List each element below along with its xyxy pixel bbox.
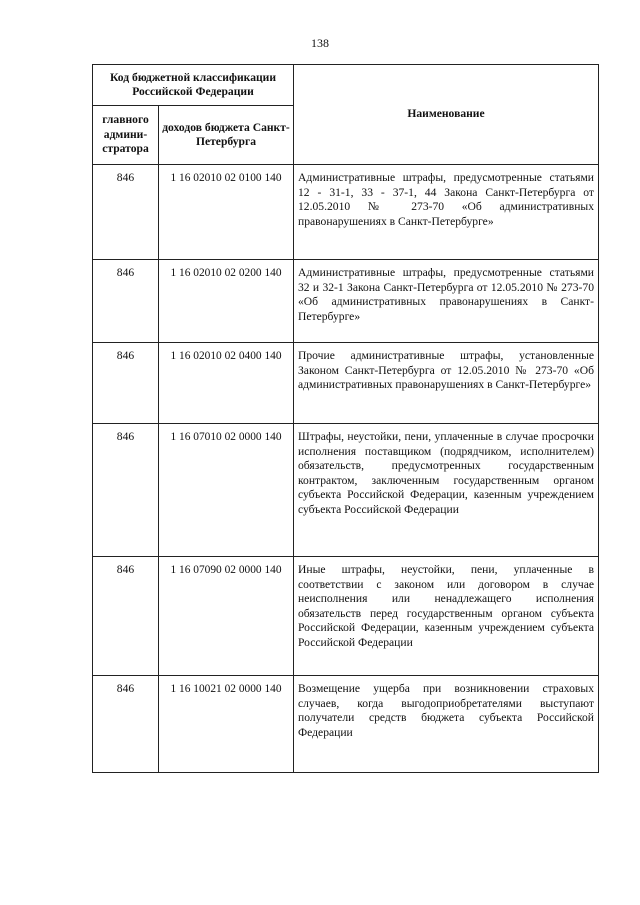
revenue-code-cell: 1 16 02010 02 0100 140 <box>159 165 294 260</box>
header-revenue-code: доходов бюджета Санкт-Петербурга <box>159 106 294 165</box>
admin-code-cell: 846 <box>93 165 159 260</box>
revenue-name-cell: Возмещение ущерба при возникновении страховых случаев, когда выгодоприобретателями выступают получатели средств бюджета субъекта Российской Федерации <box>294 676 599 773</box>
table-row <box>93 260 599 343</box>
revenue-code-cell: 1 16 07010 02 0000 140 <box>159 424 294 557</box>
table-row <box>93 165 599 260</box>
page-number: 138 <box>311 36 329 50</box>
header-main-administrator: главного админи-стратора <box>93 106 159 165</box>
revenue-code-cell: 1 16 02010 02 0200 140 <box>159 260 294 343</box>
admin-code-cell: 846 <box>93 676 159 773</box>
table-row <box>93 557 599 676</box>
admin-code-cell: 846 <box>93 557 159 676</box>
revenue-name-cell: Прочие административные штрафы, установленные Законом Санкт-Петербурга от 12.05.2010 № 273-70 «Об административных правонарушениях в Санкт-Петербурге» <box>294 343 599 424</box>
revenue-name-cell: Административные штрафы, предусмотренные статьями 12 - 31-1, 33 - 37-1, 44 Закона Санкт-Петербурга от 12.05.2010 № 273-70 «Об административных правонарушениях в Санкт-Петербурге» <box>294 165 599 260</box>
admin-code-cell: 846 <box>93 260 159 343</box>
revenue-code-cell: 1 16 07090 02 0000 140 <box>159 557 294 676</box>
revenue-code-cell: 1 16 02010 02 0400 140 <box>159 343 294 424</box>
header-name: Наименование <box>294 65 599 165</box>
admin-code-cell: 846 <box>93 343 159 424</box>
table-row <box>93 676 599 773</box>
table-row <box>93 424 599 557</box>
admin-code-cell: 846 <box>93 424 159 557</box>
budget-classification-table <box>92 64 599 773</box>
revenue-name-cell: Штрафы, неустойки, пени, уплаченные в случае просрочки исполнения поставщиком (подрядчиком, исполнителем) обязательств, предусмотренных государственным контрактом, заключенным государственным органом субъекта Российской Федерации, казенным учреждением субъекта Российской Федерации <box>294 424 599 557</box>
revenue-name-cell: Административные штрафы, предусмотренные статьями 32 и 32-1 Закона Санкт-Петербурга от 12.05.2010 № 273-70 «Об административных правонарушениях в Санкт-Петербурге» <box>294 260 599 343</box>
table-row <box>93 343 599 424</box>
table-header-row-group <box>93 65 599 106</box>
revenue-name-cell: Иные штрафы, неустойки, пени, уплаченные в соответствии с законом или договором в случае неисполнения или ненадлежащего исполнения обязательств перед государственным органом субъекта Российской Федерации, казенным учреждением субъекта Российской Федерации <box>294 557 599 676</box>
header-budget-classification: Код бюджетной классификации Российской Федерации <box>93 65 294 106</box>
revenue-code-cell: 1 16 10021 02 0000 140 <box>159 676 294 773</box>
